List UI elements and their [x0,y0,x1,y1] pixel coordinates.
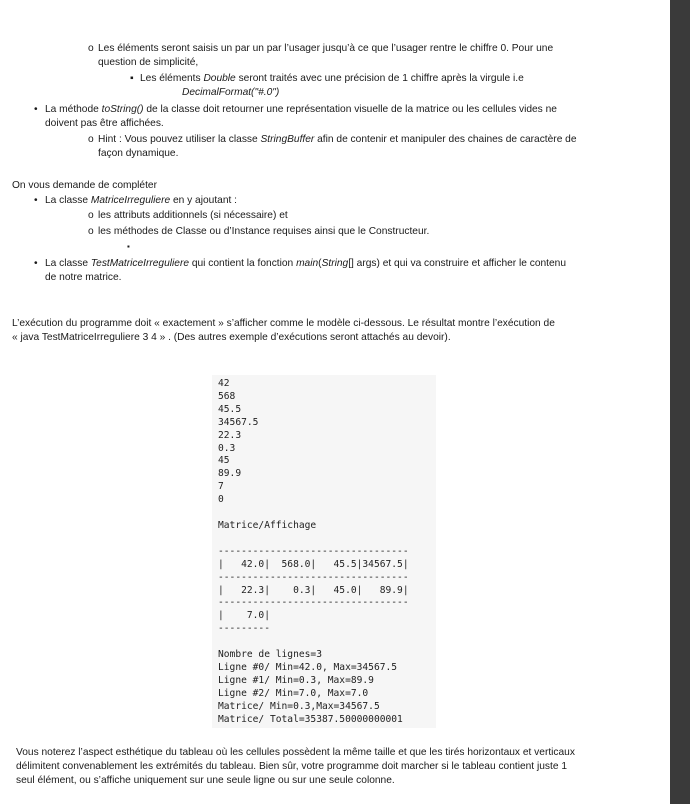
paragraph-input-rules: Les éléments seront saisis un par un par l’usager jusqu’à ce que l’usager rentre le chiffre 0. Pour une [98,43,554,54]
paragraph-input-rules-cont: question de simplicité, [98,57,199,68]
paragraph-execution-cont: « java TestMatriceIrreguliere 3 4 » . (Des autres exemple d’exécutions seront attachés au devoir). [12,332,451,343]
paragraph-execution: L’exécution du programme doit « exactement » s’afficher comme le modèle ci-dessous. Le résultat montre l’exécution de [12,318,555,329]
square-bullet-icon: ▪ [127,242,130,251]
console-output-block [212,375,436,728]
scrollbar[interactable] [670,0,690,804]
paragraph-tostring-cont: doivent pas être affichées. [45,118,164,129]
circle-bullet-icon: o [88,210,94,221]
paragraph-aesthetic-note: Vous noterez l’aspect esthétique du tableau où les cellules possèdent la même taille et que les tirés horizontaux et verticaux [16,747,575,758]
paragraph-aesthetic-note-cont1: délimitent convenablement les extrémités du tableau. Bien sûr, votre programme doit marcher si le tableau contient juste 1 [16,761,567,772]
paragraph-test-class-cont: de notre matrice. [45,272,122,283]
paragraph-methods: les méthodes de Classe ou d’Instance requises ainsi que le Constructeur. [98,226,430,237]
paragraph-tostring: La méthode toString() de la classe doit retourner une représentation visuelle de la matrice ou les cellules vides ne [45,104,557,115]
dot-bullet-icon: • [34,104,38,115]
circle-bullet-icon: o [88,43,94,54]
circle-bullet-icon: o [88,226,94,237]
paragraph-hint: Hint : Vous pouvez utiliser la classe StringBuffer afin de contenir et manipuler des chaines de caractère de [98,134,577,145]
dot-bullet-icon: • [34,258,38,269]
paragraph-attributes: les attributs additionnels (si nécessaire) et [98,210,288,221]
paragraph-aesthetic-note-cont2: seul élément, ou s’affiche uniquement sur une seule ligne ou sur une seule colonne. [16,775,395,786]
dot-bullet-icon: • [34,195,38,206]
square-bullet-icon: ▪ [130,73,134,84]
circle-bullet-icon: o [88,134,94,145]
decimal-format-text: DecimalFormat("#.0") [182,87,280,98]
console-output-text: 42 568 45.5 34567.5 22.3 0.3 45 89.9 7 0 Matrice/Affichage --------------------------------- | 42.0| 568.0| 45.5|34567.5| --------------------------------- | 22.3| 0.3| 45.0| 89.9| --------------------------------- | 7.0| --------- Nombre de lignes=3 Ligne #0/ Min=42.0, Max=34567.5 Ligne #1/ Min=0.3, Max=89.9 Ligne #2/ Min=7.0, Max=7.0 Matrice/ Min=0.3,Max=34567.5 Matrice/ Total=35387.50000000001 [218,378,409,725]
paragraph-double-precision: Les éléments Double seront traités avec une précision de 1 chiffre après la virgule i.e [140,73,524,84]
paragraph-test-class: La classe TestMatriceIrreguliere qui contient la fonction main(String[] args) et qui va construire et afficher le contenu [45,258,567,269]
paragraph-complete-intro: On vous demande de compléter [12,180,157,191]
paragraph-hint-cont: façon dynamique. [98,148,179,159]
paragraph-matrice-class: La classe MatriceIrreguliere en y ajoutant : [45,195,237,206]
